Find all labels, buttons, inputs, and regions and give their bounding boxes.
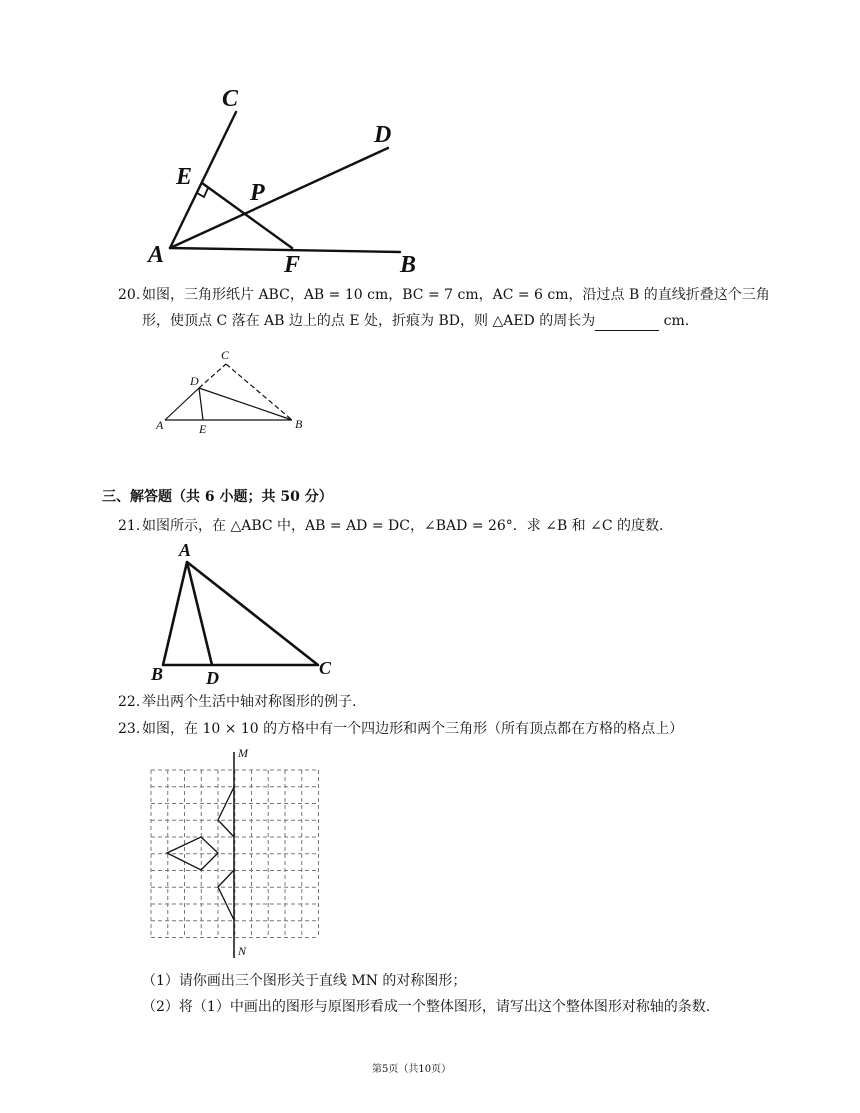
q20-line2-unit: cm.: [659, 313, 690, 329]
fig19-label-F: F: [284, 252, 301, 278]
q20-line1: 如图，三角形纸片 ABC，AB = 10 cm，BC = 7 cm，AC = 6 cm，沿过点 B 的直线折叠这个三角: [142, 287, 770, 303]
section-title: 三、解答题（共 6 小题；共 50 分）: [102, 489, 333, 505]
q21-number: 21.: [118, 518, 141, 534]
q23-text: 如图，在 10 × 10 的方格中有一个四边形和两个三角形（所有顶点都在方格的格点上）: [142, 721, 684, 737]
q22-number: 22.: [118, 694, 141, 710]
q20-line2-text: 形，使顶点 C 落在 AB 边上的点 E 处，折痕为 BD，则 △AED 的周长为: [142, 313, 596, 329]
fig19-label-E: E: [176, 164, 193, 190]
fig19-label-C: C: [222, 86, 239, 112]
q23-sub1: （1）请你画出三个图形关于直线 MN 的对称图形；: [142, 973, 467, 989]
q20-number: 20.: [118, 287, 141, 303]
fig21-label-A: A: [179, 540, 192, 560]
fig19-label-D: D: [374, 122, 392, 148]
q23-sub2: （2）将（1）中画出的图形与原图形看成一个整体图形，请写出这个整体图形对称轴的条数.: [142, 999, 711, 1015]
fig23-label-N: N: [238, 944, 247, 958]
upper-triangle: [218, 787, 234, 837]
fig20-label-A: A: [156, 418, 164, 432]
fig23-label-M: M: [238, 746, 248, 760]
fig20-label-C: C: [221, 348, 230, 362]
fig20-label-B: B: [295, 417, 303, 431]
fig19-label-B: B: [400, 252, 417, 278]
fig20-label-D: D: [190, 374, 199, 388]
q21-text: 如图所示，在 △ABC 中，AB = AD = DC，∠BAD = 26°．求 ∠B 和 ∠C 的度数．: [142, 518, 674, 534]
fig21-label-B: B: [151, 664, 164, 684]
q23-number: 23.: [118, 721, 141, 737]
fig21-label-D: D: [206, 668, 219, 688]
fig19-label-P: P: [250, 180, 265, 206]
page-number: 第5页（共10页）: [372, 1064, 452, 1075]
fig19-label-A: A: [148, 242, 165, 268]
q22-text: 举出两个生活中轴对称图形的例子.: [142, 694, 357, 710]
fig21-label-C: C: [319, 658, 332, 678]
lower-triangle: [218, 870, 234, 920]
fig20-label-E: E: [199, 422, 207, 436]
